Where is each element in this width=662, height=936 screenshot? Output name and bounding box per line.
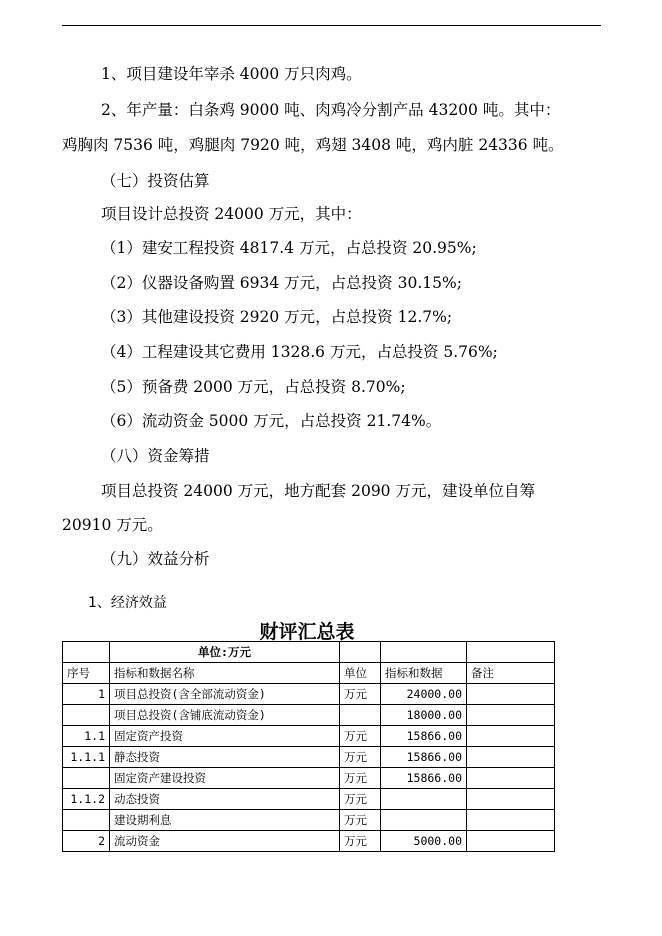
paragraph-output-detail: 鸡胸肉 7536 吨，鸡腿肉 7920 吨，鸡翅 3408 吨，鸡内脏 24336 吨。: [62, 136, 564, 154]
cell-no: 2: [63, 831, 110, 852]
cell-value: 24000.00: [381, 684, 467, 705]
table-row: [63, 831, 555, 852]
table-header-row: [63, 663, 555, 684]
heading-financing: （八）资金筹措: [101, 447, 210, 465]
table-cell: [467, 642, 555, 663]
table-row: [63, 684, 555, 705]
cell-no: [63, 810, 110, 831]
cell-value: 5000.00: [381, 831, 467, 852]
cell-name: 流动资金: [110, 831, 340, 852]
investment-item-1: （1）建安工程投资 4817.4 万元，占总投资 20.95%;: [101, 239, 477, 257]
investment-item-3: （3）其他建设投资 2920 万元，占总投资 12.7%;: [101, 308, 453, 326]
table-cell: [63, 642, 110, 663]
paragraph-total-investment: 项目设计总投资 24000 万元，其中：: [101, 205, 362, 223]
section-label-economic: 1、经济效益: [88, 595, 167, 611]
cell-name: 项目总投资(含铺底流动资金): [110, 705, 340, 726]
investment-item-5: （5）预备费 2000 万元，占总投资 8.70%;: [101, 378, 406, 396]
header-name: 指标和数据名称: [110, 663, 340, 684]
table-unit-row: [63, 642, 555, 663]
cell-value: 15866.00: [381, 747, 467, 768]
table-cell: [340, 642, 381, 663]
cell-unit: 万元: [340, 810, 381, 831]
cell-value: 15866.00: [381, 768, 467, 789]
cell-no: [63, 705, 110, 726]
cell-remark: [467, 705, 555, 726]
paragraph-financing: 项目总投资 24000 万元，地方配套 2090 万元，建设单位自筹: [101, 482, 535, 500]
header-value: 指标和数据: [381, 663, 467, 684]
cell-no: 1.1.1: [63, 747, 110, 768]
cell-no: [63, 768, 110, 789]
cell-unit: 万元: [340, 726, 381, 747]
cell-name: 固定资产投资: [110, 726, 340, 747]
table-row: [63, 810, 555, 831]
cell-unit: [340, 705, 381, 726]
cell-no: 1.1.2: [63, 789, 110, 810]
cell-unit: 万元: [340, 789, 381, 810]
cell-remark: [467, 726, 555, 747]
header-remark: 备注: [467, 663, 555, 684]
cell-remark: [467, 768, 555, 789]
table-cell: [381, 642, 467, 663]
cell-value: 18000.00: [381, 705, 467, 726]
paragraph-slaughter: 1、项目建设年宰杀 4000 万只肉鸡。: [101, 65, 362, 83]
cell-value: 15866.00: [381, 726, 467, 747]
cell-value: [381, 810, 467, 831]
cell-remark: [467, 789, 555, 810]
cell-unit: 万元: [340, 831, 381, 852]
cell-name: 动态投资: [110, 789, 340, 810]
table-row: [63, 768, 555, 789]
table-unit-caption: 单位:万元: [110, 642, 340, 663]
header-rule: [62, 25, 601, 26]
cell-unit: 万元: [340, 684, 381, 705]
paragraph-financing-cont: 20910 万元。: [62, 516, 163, 534]
cell-unit: 万元: [340, 747, 381, 768]
cell-name: 建设期利息: [110, 810, 340, 831]
table-row: [63, 705, 555, 726]
table-row: [63, 726, 555, 747]
header-unit: 单位: [340, 663, 381, 684]
cell-remark: [467, 747, 555, 768]
cell-name: 项目总投资(含全部流动资金): [110, 684, 340, 705]
cell-name: 固定资产建设投资: [110, 768, 340, 789]
heading-benefit: （九）效益分析: [101, 550, 210, 568]
investment-item-6: （6）流动资金 5000 万元，占总投资 21.74%。: [101, 412, 442, 430]
table-row: [63, 747, 555, 768]
paragraph-output: 2、年产量：白条鸡 9000 吨、肉鸡冷分割产品 43200 吨。其中：: [101, 101, 561, 119]
table-title: 财评汇总表: [259, 621, 355, 643]
financial-summary-table: [62, 641, 555, 852]
header-no: 序号: [63, 663, 110, 684]
cell-no: 1.1: [63, 726, 110, 747]
investment-item-2: （2）仪器设备购置 6934 万元，占总投资 30.15%;: [101, 274, 462, 292]
heading-investment: （七）投资估算: [101, 172, 210, 190]
cell-no: 1: [63, 684, 110, 705]
cell-name: 静态投资: [110, 747, 340, 768]
table-row: [63, 789, 555, 810]
cell-value: [381, 789, 467, 810]
cell-remark: [467, 831, 555, 852]
investment-item-4: （4）工程建设其它费用 1328.6 万元，占总投资 5.76%;: [101, 343, 498, 361]
cell-remark: [467, 810, 555, 831]
cell-unit: 万元: [340, 768, 381, 789]
cell-remark: [467, 684, 555, 705]
